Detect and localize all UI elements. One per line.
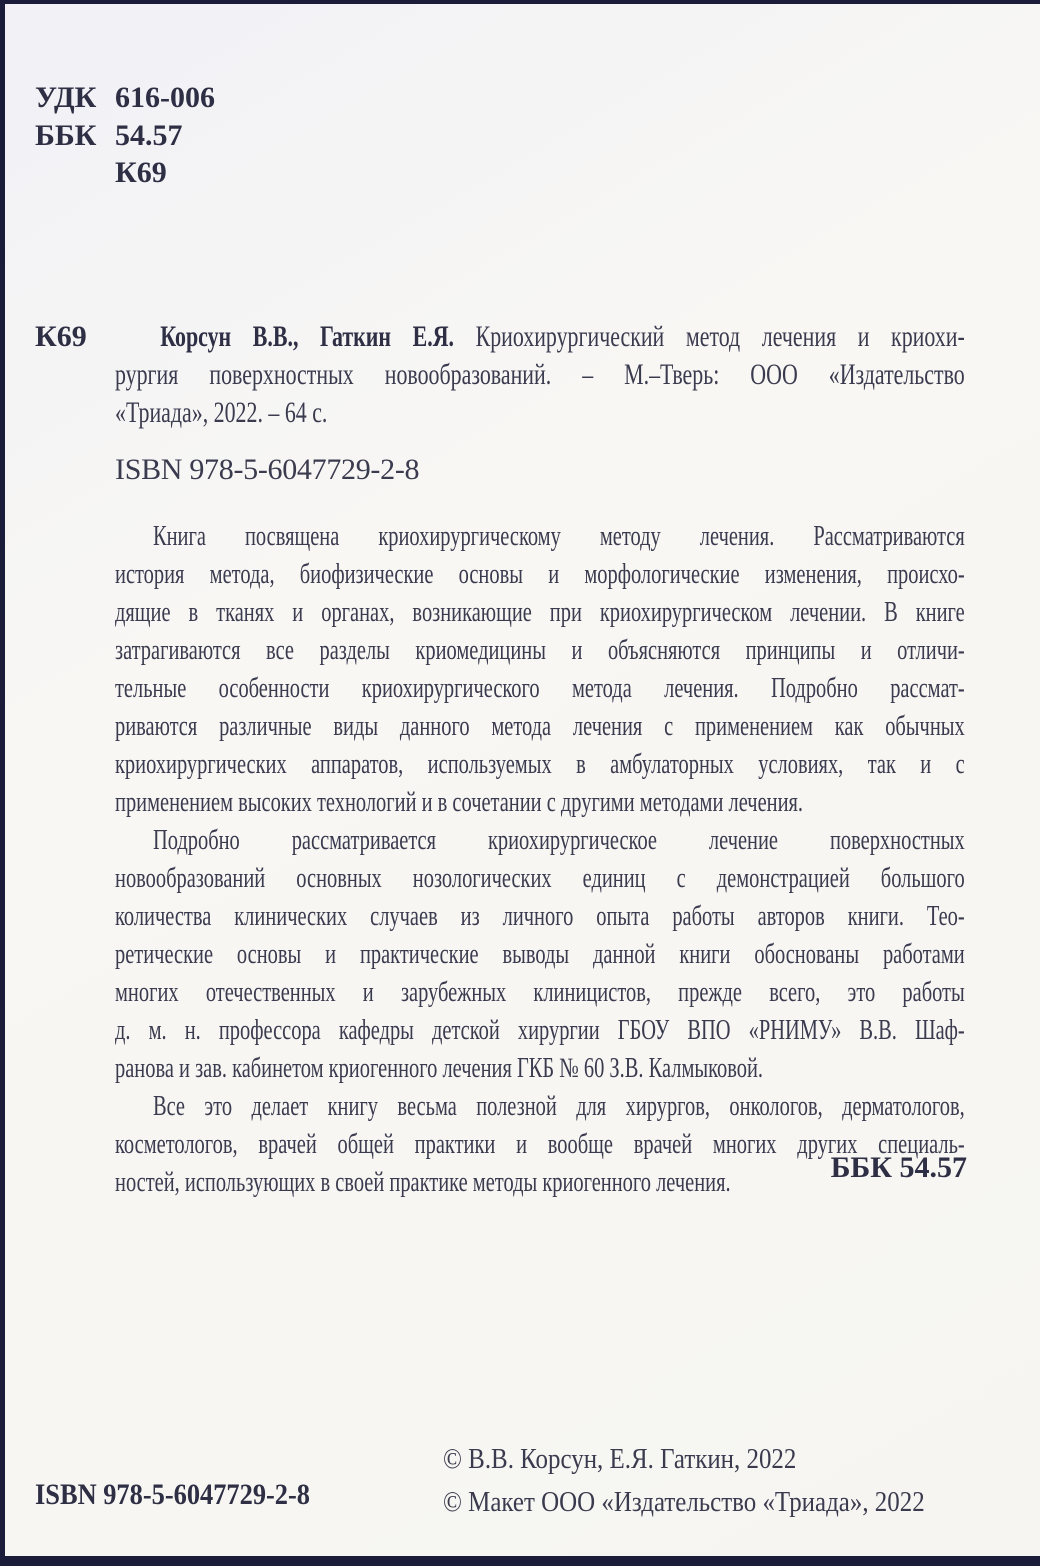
classification-codes bbox=[35, 79, 215, 192]
catalog-entry-line: «Триада», 2022. – 64 с. bbox=[115, 396, 328, 429]
annotation-line: ностей, использующих в своей практике методы криогенного лечения. bbox=[115, 1167, 731, 1198]
annotation-line: затрагиваются все разделы криомедицины и объясняются принципы и отличи- bbox=[115, 635, 965, 666]
annotation-line: количества клинических случаев из личного опыта работы авторов книги. Тео- bbox=[115, 901, 965, 932]
udk-label: УДК bbox=[35, 81, 97, 114]
annotation-line: ранова и зав. кабинетом криогенного лечения ГКБ № 60 З.В. Калмыковой. bbox=[115, 1053, 764, 1084]
catalog-entry-code: К69 bbox=[35, 320, 87, 353]
author-code-row bbox=[35, 154, 215, 192]
udk-row bbox=[35, 79, 215, 117]
catalog-entry-line bbox=[115, 318, 965, 356]
author-code: К69 bbox=[115, 156, 167, 189]
bbk-bottom: ББК 54.57 bbox=[830, 1151, 967, 1184]
annotation-line: дящие в тканях и органах, возникающие при криохирургическом лечении. В книге bbox=[115, 597, 965, 628]
copyright-block bbox=[443, 1438, 925, 1524]
catalog-entry-line: рургия поверхностных новообразований. – М.–Тверь: ООО «Издательство bbox=[115, 358, 965, 391]
annotation-line: риваются различные виды данного метода лечения с применением как обычных bbox=[115, 711, 965, 742]
bbk-label: ББК bbox=[35, 118, 97, 152]
scan-edge-top bbox=[0, 0, 1040, 4]
annotation-line: многих отечественных и зарубежных клиницистов, прежде всего, это работы bbox=[115, 977, 965, 1008]
annotation-line: криохирургических аппаратов, используемых в амбулаторных условиях, так и с bbox=[115, 749, 965, 780]
annotation-line: Все это делает книгу весьма полезной для хирургов, онкологов, дерматологов, bbox=[152, 1091, 965, 1122]
annotation-line: применением высоких технологий и в сочетании с другими методами лечения. bbox=[115, 787, 804, 818]
copyright-publisher: © Макет ООО «Издательство «Триада», 2022 bbox=[443, 1486, 925, 1518]
scan-edge-left bbox=[0, 0, 5, 1566]
catalog-entry-text bbox=[115, 318, 965, 432]
catalog-entry bbox=[35, 318, 1040, 432]
copyright-authors: © В.В. Корсун, Е.Я. Гаткин, 2022 bbox=[443, 1443, 797, 1475]
udk-value: 616-006 bbox=[115, 81, 215, 114]
isbn-top: ISBN 978-5-6047729-2-8 bbox=[115, 453, 420, 486]
annotation-text bbox=[115, 518, 965, 1202]
scan-edge-bottom bbox=[0, 1556, 1040, 1566]
catalog-entry-title-part: Криохирургический метод лечения и криохи- bbox=[475, 320, 965, 353]
annotation-line: тельные особенности криохирургического метода лечения. Подробно рассмат- bbox=[115, 673, 965, 704]
annotation-line: Книга посвящена криохирургическому методу лечения. Рассматриваются bbox=[152, 521, 965, 552]
bbk-row bbox=[35, 117, 215, 155]
annotation-line: косметологов, врачей общей практики и вообще врачей многих других специаль- bbox=[115, 1129, 965, 1160]
catalog-entry-authors: Корсун В.В., Гаткин Е.Я. bbox=[160, 320, 454, 353]
author-code-spacer bbox=[35, 154, 115, 192]
annotation-line: новообразований основных нозологических единиц с демонстрацией большого bbox=[115, 863, 965, 894]
annotation-line: история метода, биофизические основы и морфологические изменения, происхо- bbox=[115, 559, 965, 590]
annotation-line: д. м. н. профессора кафедры детской хирургии ГБОУ ВПО «РНИМУ» В.В. Шаф- bbox=[115, 1015, 965, 1046]
annotation-line: ретические основы и практические выводы данной книги обоснованы работами bbox=[115, 939, 965, 970]
annotation-line: Подробно рассматривается криохирургическое лечение поверхностных bbox=[152, 825, 965, 856]
bbk-value: 54.57 bbox=[115, 118, 183, 152]
isbn-bottom: ISBN 978-5-6047729-2-8 bbox=[35, 1478, 310, 1511]
